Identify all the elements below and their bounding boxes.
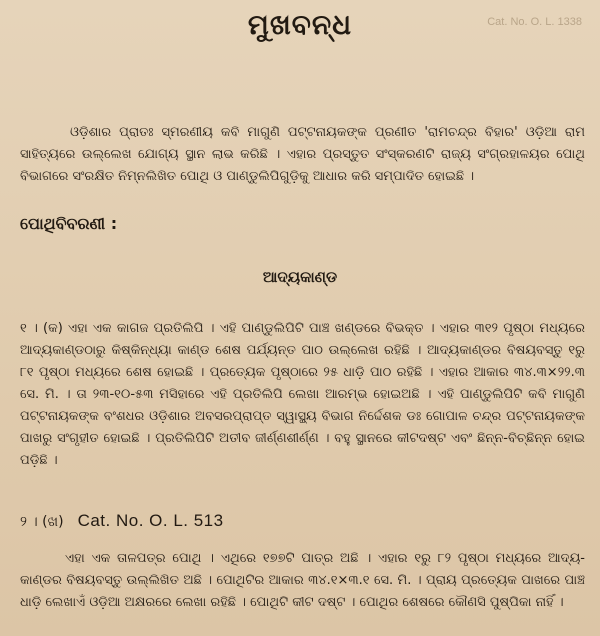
section-heading: ଆଦ୍ୟକାଣ୍ଡ [262, 268, 338, 286]
intro-paragraph: ଓଡ଼ିଶାର ପ୍ରାତଃ ସ୍ମରଣୀୟ କବି ମାଗୁଣି ପଟ୍ଟନାୟକଙ୍କ ପ୍ରଣୀତ 'ରାମଚନ୍ଦ୍ର ବିହାର' ଓଡ଼ିଆ ରାମ ସାହିତ୍ୟରେ ଉଲ୍ଲେଖ ଯୋଗ୍ୟ ସ୍ଥାନ ଲାଭ କରିଛି । ଏହାର ପ୍ରସ୍ତୁତ ସଂସ୍କରଣଟି ରାଜ୍ୟ ସଂଗ୍ରହାଳୟର ପୋଥି ବିଭାଗରେ ସଂରକ୍ଷିତ ନିମ୍ନଲିଖିତ ପୋଥି ଓ ପାଣ୍ଡୁଲିପିଗୁଡ଼ିକୁ ଆଧାର କରି ସମ୍ପାଦିତ ହୋଇଛି । [20, 125, 585, 184]
manuscript-entry-1: ୧ । (କ) ଏହା ଏକ କାଗଜ ପ୍ରତିଲିପି । ଏହି ପାଣ୍ଡୁଲିପିଟି ପାଞ୍ଚ ଖଣ୍ଡରେ ବିଭକ୍ତ । ଏହାର ୩୧୨ ପୃଷ୍ଠା ମଧ୍ୟରେ ଆଦ୍ୟକାଣ୍ଡଠାରୁ କିଷ୍କିନ୍ଧ୍ୟା କାଣ୍ଡ ଶେଷ ପର୍ଯ୍ୟନ୍ତ ପାଠ ଉଲ୍ଲେଖ ରହିଛି । ଆଦ୍ୟକାଣ୍ଡର ବିଷୟବସ୍ତୁ ୧ରୁ ୮୧ ପୃଷ୍ଠା ମଧ୍ୟରେ ଶେଷ ହୋଇଛି । ପ୍ରତ୍ୟେକ ପୃଷ୍ଠାରେ ୨୫ ଧାଡ଼ି ପାଠ ରହିଛି । ଏହାର ଆକାର ୩୪.୩×୨୨.୩ ସେ. ମି. । ତା ୨୩-୧୦-୫୩ ମସିହାରେ ଏହି ପ୍ରତିଲିପି ଲେଖା ଆରମ୍ଭ ହୋଇଅଛି । ଏହି ପାଣ୍ଡୁଲିପିଟି କବି ମାଗୁଣି ପଟ୍ଟନାୟକଙ୍କ ବଂଶଧର ଓଡ଼ିଶାର ଅବସରପ୍ରାପ୍ତ ସ୍ୱାସ୍ଥ୍ୟ ବିଭାଗ ନିର୍ଦ୍ଦେଶକ ଡଃ ଗୋପାଳ ଚନ୍ଦ୍ର ପଟ୍ଟନାୟକଙ୍କ ପାଖରୁ ସଂଗୃହୀତ ହୋଇଛି । ପ୍ରତିଲିପିଟି ଅତୀବ ଜୀର୍ଣ୍ଣଶୀର୍ଣ୍ଣ । ବହୁ ସ୍ଥାନରେ କୀଟଦଷ୍ଟ ଏବଂ ଛିନ୍ନ-ବିଚ୍ଛିନ୍ନ ହୋଇ ପଡ଼ିଛି । [20, 321, 585, 468]
entry-2-number: ୨ । (ଖ) [20, 514, 64, 530]
manuscript-entry-2-heading [20, 511, 224, 531]
manuscript-entry-2-body: ଏହା ଏକ ତାଳପତ୍ର ପୋଥି । ଏଥିରେ ୧୭୭ଟି ପାତ୍ର ଅଛି । ଏହାର ୧ରୁ ୮୨ ପୃଷ୍ଠା ମଧ୍ୟରେ ଆଦ୍ୟ-କାଣ୍ଡର ବିଷୟବସ୍ତୁ ଉଲ୍ଲିଖିତ ଅଛି । ପୋଥିଟିର ଆକାର ୩୪.୧×୩.୧ ସେ. ମି. । ପ୍ରାୟ ପ୍ରତ୍ୟେକ ପାଖରେ ପାଞ୍ଚ ଧାଡ଼ି ଲେଖାଏଁ ଓଡ଼ିଆ ଅକ୍ଷରରେ ଲେଖା ରହିଛି । ପୋଥିଟି କୀଟ ଦଷ୍ଟ । ପୋଥିର ଶେଷରେ କୌଣସି ପୁଷ୍ପିକା ନାହିଁ । [20, 551, 585, 610]
bleed-through-text: Cat. No. O. L. 1338 [487, 16, 582, 28]
page-title: ମୁଖବନ୍ଧ [247, 8, 353, 41]
manuscript-description-heading: ପୋଥିବିବରଣୀ : [20, 214, 118, 233]
entry-2-catalog-number: Cat. No. O. L. 513 [77, 511, 224, 530]
